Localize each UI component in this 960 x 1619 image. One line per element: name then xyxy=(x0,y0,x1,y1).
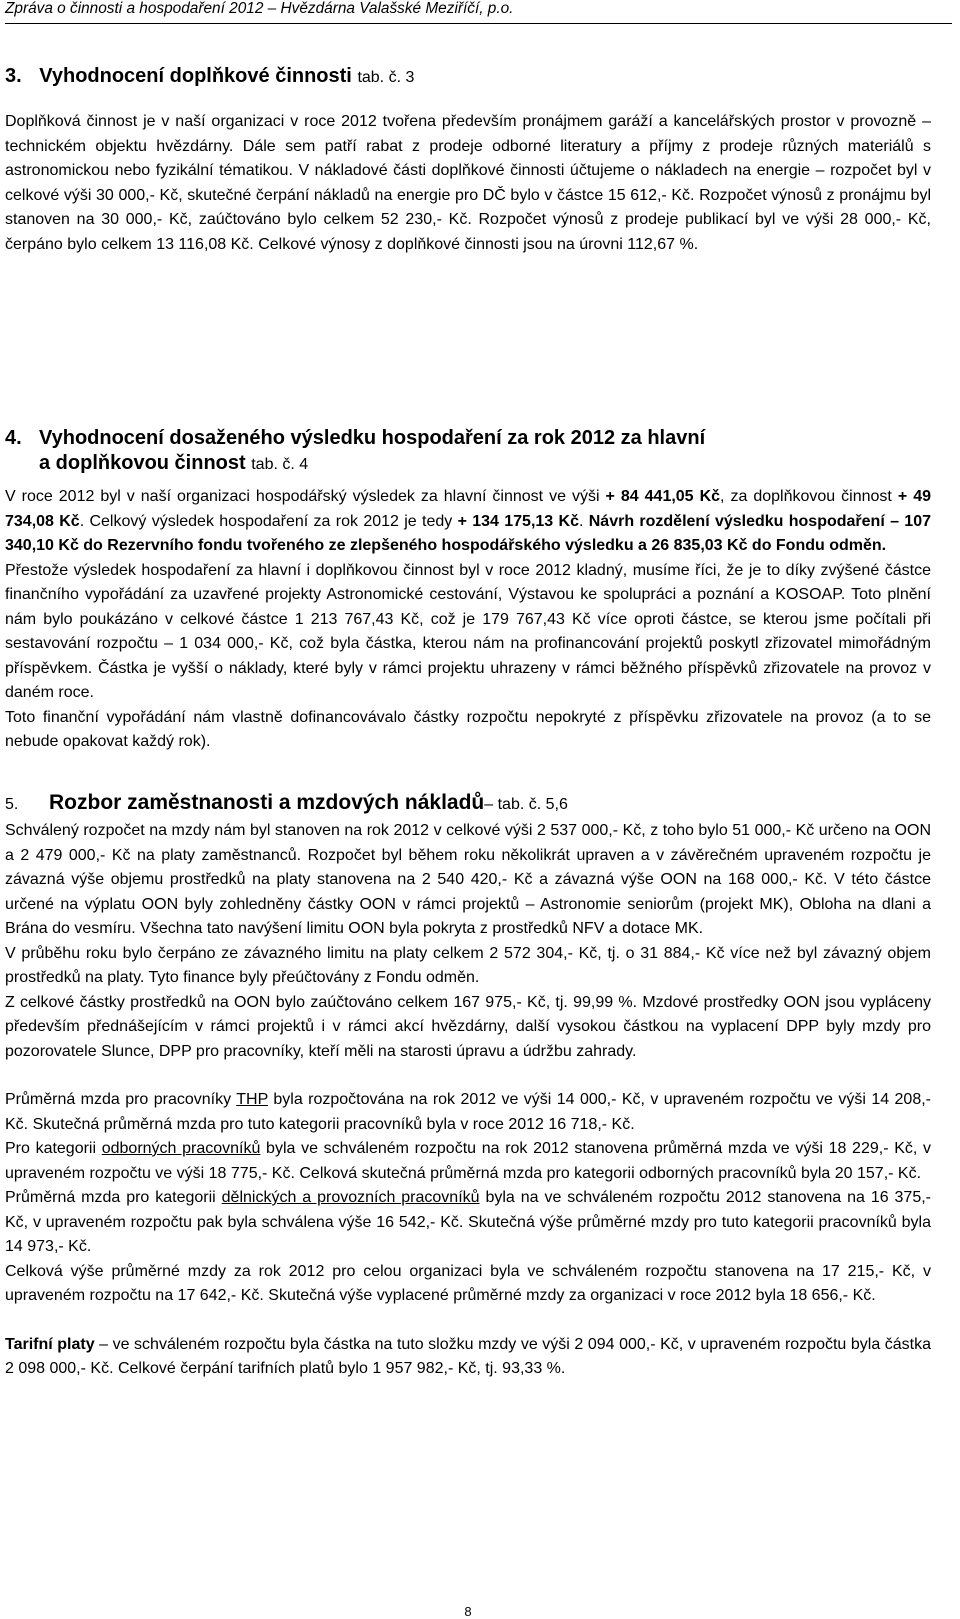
section-5-paragraph-3: Z celkové částky prostředků na OON bylo zaúčtováno celkem 167 975,- Kč, tj. 99,99 %. Mzdové prostředky OON jsou vypláceny především přednášejícím v rámci projektů i v rámci akcí hvězdárny, další vysokou částkou na vyplacení DPP byly mzdy pro pozorovatele Slunce, DPP pro pracovníky, kteří měli na starosti úpravu a údržbu zahrady. xyxy=(5,993,931,1060)
section-4-title-line1: Vyhodnocení dosaženého výsledku hospodaření za rok 2012 za hlavní xyxy=(39,427,706,449)
section-3-title: Vyhodnocení doplňkové činnosti xyxy=(39,65,352,87)
result-text: . Celkový výsledek hospodaření za rok 2012 je tedy xyxy=(79,512,458,530)
section-3 xyxy=(5,64,931,257)
section-5-heading xyxy=(5,791,931,815)
section-3-paragraph: Doplňková činnost je v naší organizaci v roce 2012 tvořena především pronájmem garáží a kancelářských prostor v provozně – technickém objektu hvězdárny. Dále sem patří rabat z prodeje odborné literatury a příjmy z prodeje různých materiálů s astronomickou nebo fyzikální tématikou. V nákladové části doplňkové činnosti účtujeme o nákladech na energie – rozpočet byl v celkové výši 30 000,- Kč, skutečné čerpání nákladů na energie pro DČ bylo v částce 15 612,- Kč. Rozpočet výnosů z pronájmu byl stanoven na 30 000,- Kč, zaúčtováno bylo celkem 52 230,- Kč. Rozpočet výnosů z prodeje publikací byl ve výši 28 000,- Kč, čerpáno bylo celkem 13 116,08 Kč. Celkové výnosy z doplňkové činnosti jsou na úrovni 112,67 %. xyxy=(5,113,931,253)
section-5-paragraph-5 xyxy=(5,1137,931,1186)
section-4-tab-ref: tab. č. 4 xyxy=(251,456,309,473)
result-text: , za doplňkovou činnost xyxy=(720,488,898,505)
side-activity-result: + 49 734,08 Kč xyxy=(5,488,931,530)
section-5 xyxy=(5,791,931,1382)
text: Pro kategorii xyxy=(5,1140,102,1157)
category-thp: THP xyxy=(236,1091,268,1108)
section-4-paragraph-3: Toto finanční vypořádání nám vlastně dofinancovávalo částky rozpočtu nepokryté z příspěvku zřizovatele na provoz (a to se nebude opakovat každý rok). xyxy=(5,708,931,750)
category-professional: odborných pracovníků xyxy=(101,1140,261,1157)
section-5-paragraph-1: Schválený rozpočet na mzdy nám byl stanoven na rok 2012 v celkové výši 2 537 000,- Kč, z toho bylo 51 000,- Kč určeno na OON a 2 479 000,- Kč na platy zaměstnanců. Rozpočet byl během roku několikrát upraven a v závěrečném upraveném rozpočtu je závazná výše objemu prostředků na platy stanovena na 2 540 420,- Kč a závazná výše OON na 168 000,- Kč. V této částce určené na výplatu OON byly zohledněny částky OON v rámci projektů – Astronomie seniorům (projekt MK), Obloha na dlani a Brána do vesmíru. Všechna tato navýšení limitu OON byla pokryta z prostředků NFV a dotace MK. xyxy=(5,822,931,937)
section-4-title-line2: a doplňkovou činnost xyxy=(39,452,246,474)
text: byla na ve schváleném rozpočtu 2012 stanovena na 16 375,- Kč, v upraveném rozpočtu pak byla schválena výše 16 542,- Kč. Skutečná výše průměrné mzdy pro tuto kategorii pracovníků byla 14 973,- Kč. xyxy=(5,1189,932,1255)
section-5-paragraph-4 xyxy=(5,1088,931,1137)
text: byla rozpočtována na rok 2012 ve výši 14 000,- Kč, v upraveném rozpočtu ve výši 14 208,- Kč. Skutečná průměrná mzda pro tuto kategorii pracovníků byla v roce 2012 16 718,- Kč. xyxy=(5,1091,931,1133)
section-4-result-paragraph xyxy=(5,485,931,559)
section-5-number: 5. xyxy=(5,796,19,813)
running-header: Zpráva o činnosti a hospodaření 2012 – Hvězdárna Valašské Meziříčí, p.o. xyxy=(5,0,514,17)
text: Průměrná mzda pro kategorii xyxy=(5,1189,222,1206)
section-5-title: Rozbor zaměstnanosti a mzdových nákladů xyxy=(49,791,485,814)
section-3-tab-ref: tab. č. 3 xyxy=(357,69,415,86)
section-5-paragraph-2: V průběhu roku bylo čerpáno ze závazného limitu na platy celkem 2 572 304,- Kč, tj. o 31 884,- Kč více než byl závazný objem prostředků na platy. Tyto finance byly přeúčtovány z Fondu odměn. xyxy=(5,944,931,986)
section-5-tab-ref: – tab. č. 5,6 xyxy=(484,796,568,813)
tariff-salaries-label: Tarifní platy xyxy=(5,1335,95,1353)
main-activity-result: + 84 441,05 Kč xyxy=(605,488,721,505)
distribution-proposal: Návrh rozdělení výsledku hospodaření – 107 340,10 Kč do Rezervního fondu tvořeného ze zlepšeného hospodářského výsledku a 26 835,03 Kč do Fondu odměn. xyxy=(5,512,932,554)
section-5-paragraph-7: Celková výše průměrné mzdy za rok 2012 pro celou organizaci byla ve schváleném rozpočtu stanovena na 17 215,- Kč, v upraveném rozpočtu na 17 642,- Kč. Skutečná výše vyplacené průměrné mzdy za organizaci v roce 2012 byla 18 656,- Kč. xyxy=(5,1262,931,1304)
header-rule xyxy=(5,23,952,24)
section-5-paragraph-8 xyxy=(5,1333,931,1382)
result-text: . xyxy=(578,512,589,530)
result-text: V roce 2012 byl v naší organizaci hospodářský výsledek za hlavní činnost ve výši xyxy=(5,488,606,505)
section-5-paragraph-6 xyxy=(5,1186,931,1260)
section-4-number: 4. xyxy=(5,427,22,449)
text: Průměrná mzda pro pracovníky xyxy=(5,1091,237,1108)
text: – ve schváleném rozpočtu byla částka na tuto složku mzdy ve výši 2 094 000,- Kč, v upraveném rozpočtu byla částka 2 098 000,- Kč. Celkové čerpání tarifních platů bylo 1 957 982,- Kč, tj. 93,33 %. xyxy=(5,1335,932,1377)
spacer xyxy=(5,1064,931,1088)
category-manual: dělnických a provozních pracovníků xyxy=(221,1189,480,1206)
text: byla ve schváleném rozpočtu na rok 2012 stanovena průměrná mzda ve výši 18 229,- Kč, v upraveném rozpočtu ve výši 18 775,- Kč. Celková skutečná průměrná mzda pro kategorii odborných pracovníků byla 20 157,- Kč. xyxy=(5,1140,931,1182)
section-4 xyxy=(5,426,931,755)
spacer xyxy=(5,1309,931,1333)
section-4-paragraph-2: Přestože výsledek hospodaření za hlavní i doplňkovou činnost byl v roce 2012 kladný, musíme říci, že je to díky zvýšené částce finančního vypořádání za uzavřené projekty Astronomické cestování, Výstavou ke spolupráci a poznání a KOSOAP. Toto plnění nám bylo poukázáno v celkové částce 1 213 767,43 Kč, což je 179 767,43 Kč více oproti částce, se kterou jsme počítali při sestavování rozpočtu – 1 034 000,- Kč, což byla částka, kterou nám na profinancování projektů poskytl zřizovatel mimořádným příspěvkem. Částka je vyšší o náklady, které byly v rámci projektu uhrazeny v rámci běžného příspěvků zřizovatele na provoz v daném roce. xyxy=(5,561,931,701)
section-4-heading xyxy=(5,426,931,477)
page-number: 8 xyxy=(464,1604,472,1619)
section-3-heading xyxy=(5,64,931,90)
total-result: + 134 175,13 Kč xyxy=(457,512,579,530)
section-3-number: 3. xyxy=(5,65,22,87)
